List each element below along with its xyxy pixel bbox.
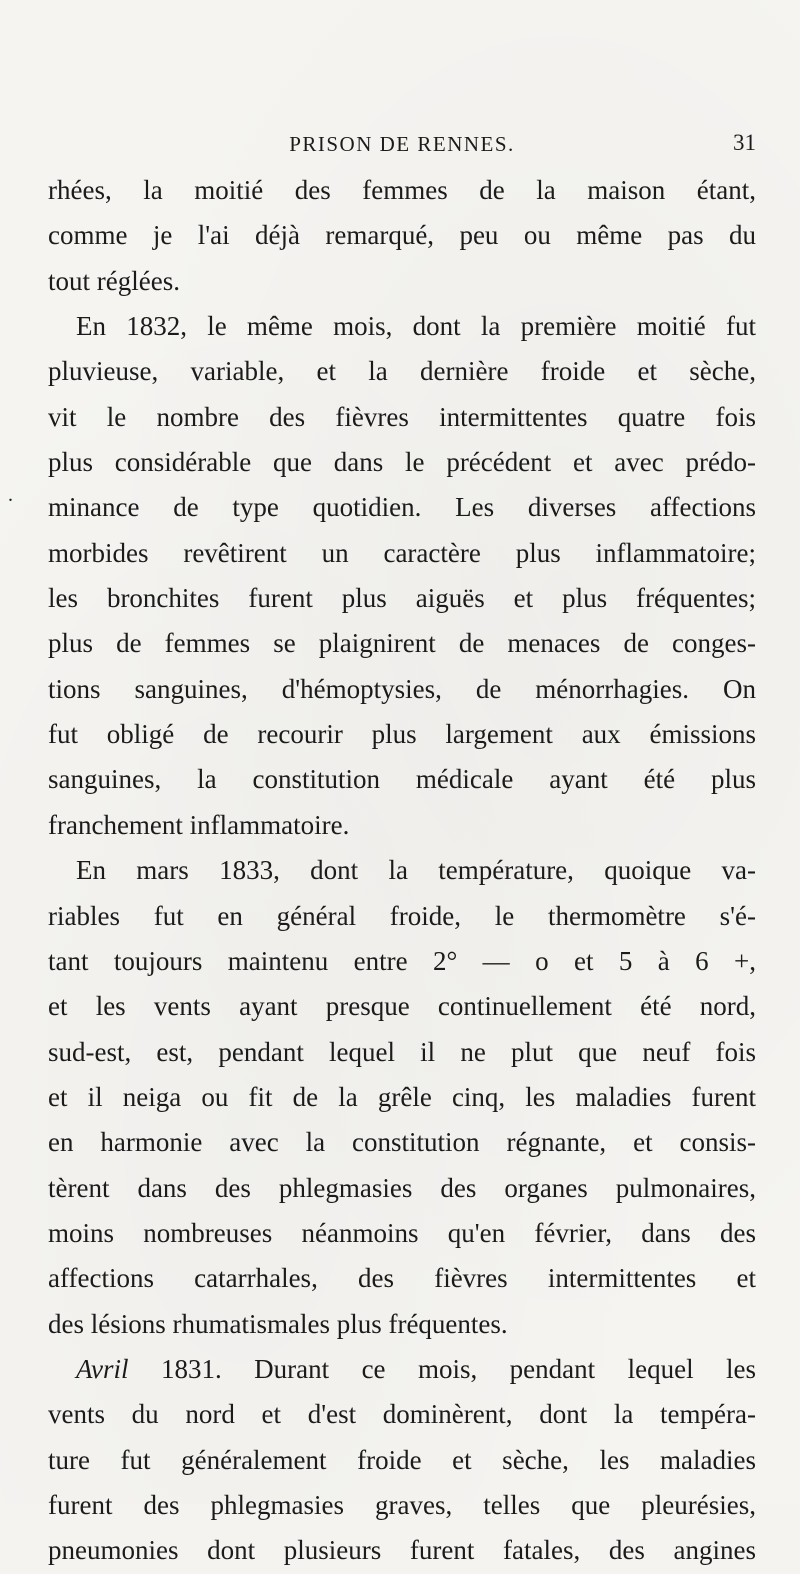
text-line: En mars 1833, dont la température, quoique va- <box>76 855 756 886</box>
text-line: et il neiga ou fit de la grêle cinq, les maladies furent <box>48 1081 756 1112</box>
text-line: pluvieuse, variable, et la dernière froide et sèche, <box>48 356 756 387</box>
text-line: minance de type quotidien. Les diverses affections <box>48 492 756 523</box>
text-segment: 1831. Durant ce mois, pendant lequel les <box>160 1353 756 1384</box>
text-line: vents du nord et d'est dominèrent, dont la tempéra- <box>48 1399 756 1430</box>
text-line: En 1832, le même mois, dont la première moitié fut <box>76 311 756 342</box>
text-line: moins nombreuses néanmoins qu'en février, dans des <box>48 1217 756 1248</box>
text-line: en harmonie avec la constitution régnante, et consis- <box>48 1127 756 1158</box>
text-line: les bronchites furent plus aiguës et plus fréquentes; <box>48 583 756 614</box>
text-line: sanguines, la constitution médicale ayant été plus <box>48 764 756 795</box>
body-text <box>48 168 756 1574</box>
text-line: furent des phlegmasies graves, telles que pleurésies, <box>48 1489 756 1520</box>
running-head <box>48 128 756 160</box>
text-line: franchement inflammatoire. <box>48 809 350 840</box>
text-line: rhées, la moitié des femmes de la maison étant, <box>48 175 756 205</box>
text-line: comme je l'ai déjà remarqué, peu ou même pas du <box>48 220 756 251</box>
text-line: et les vents ayant presque continuellement été nord, <box>48 991 756 1022</box>
text-line: plus de femmes se plaignirent de menaces de conges- <box>48 628 756 659</box>
text-line: tions sanguines, d'hémoptysies, de ménorrhagies. On <box>48 673 756 704</box>
text-line: tèrent dans des phlegmasies des organes pulmonaires, <box>48 1172 756 1203</box>
stray-mark: . <box>8 484 13 506</box>
text-line: morbides revêtirent un caractère plus inflammatoire; <box>48 537 756 568</box>
text-line: fut obligé de recourir plus largement aux émissions <box>48 719 756 750</box>
text-line: plus considérable que dans le précédent et avec prédo- <box>48 447 756 478</box>
text-line: affections catarrhales, des fièvres intermittentes et <box>48 1263 756 1294</box>
text-line: des lésions rhumatismales plus fréquentes. <box>48 1308 508 1339</box>
text-line: pneumonies dont plusieurs furent fatales, des angines <box>48 1535 756 1566</box>
text-line: tout réglées. <box>48 265 180 296</box>
text-line: tant toujours maintenu entre 2° — o et 5 à 6 +, <box>48 945 756 976</box>
text-line: sud-est, est, pendant lequel il ne plut que neuf fois <box>48 1036 756 1067</box>
month-label: Avril <box>76 1353 129 1384</box>
text-line: ture fut généralement froide et sèche, les maladies <box>48 1444 756 1475</box>
text-line: riables fut en général froide, le thermomètre s'é- <box>48 900 756 931</box>
text-line: vit le nombre des fièvres intermittentes quatre fois <box>48 401 756 432</box>
page-number: 31 <box>733 130 756 155</box>
page-title: PRISON DE RENNES. <box>289 132 515 156</box>
text-line <box>48 1347 756 1392</box>
